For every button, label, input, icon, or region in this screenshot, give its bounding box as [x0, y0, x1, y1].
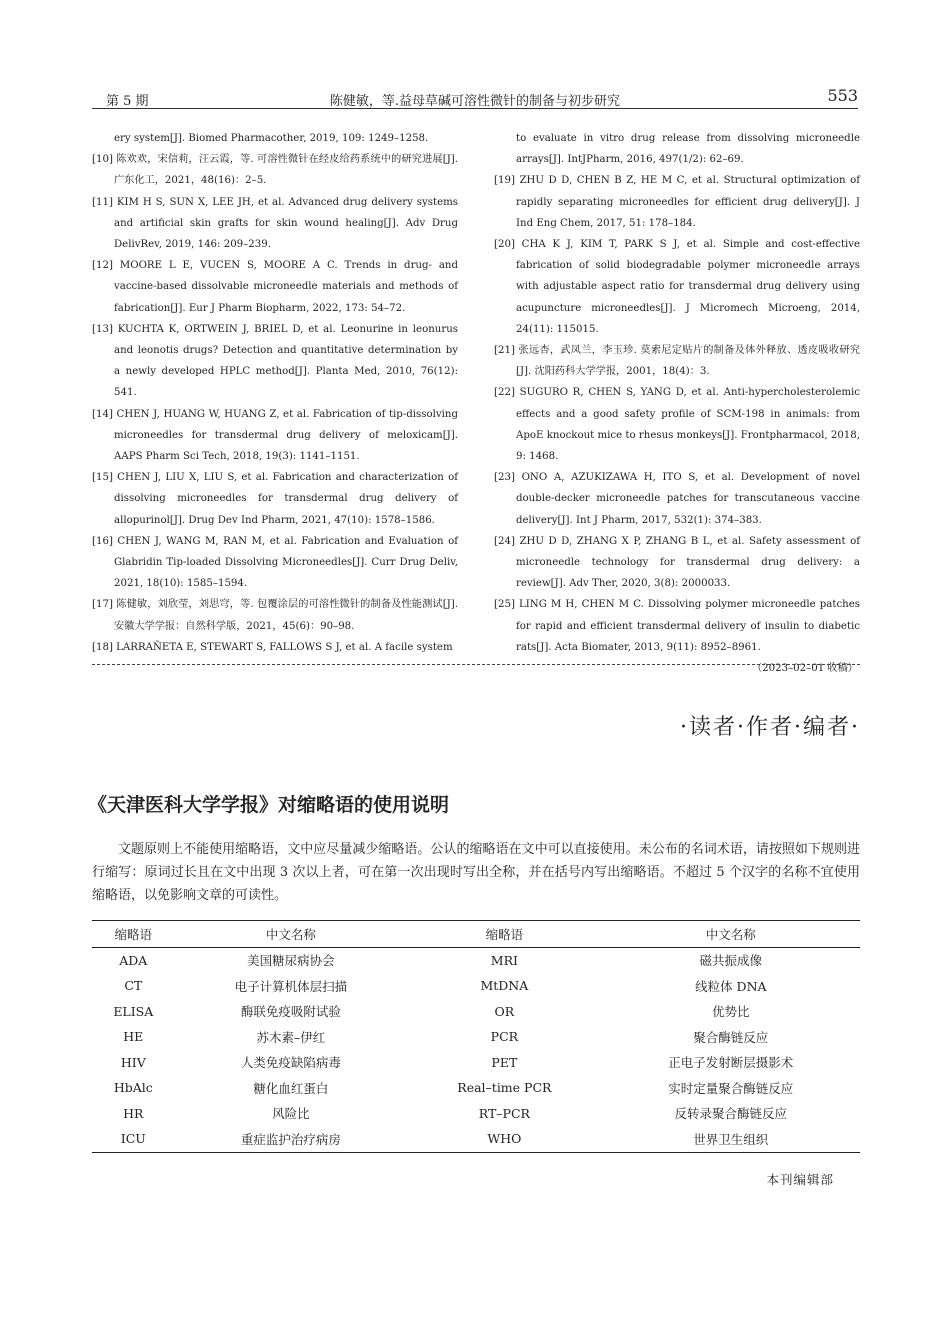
- reference-text: MOORE L E, VUCEN S, MOORE A C. Trends in drug- and vaccine-based dissolvable microneedle materials and methods of fabrication[J]. Eur J Pharm Biopharm, 2022, 173: 54–72.: [114, 260, 458, 314]
- abbreviation-cell: ELISA: [113, 1003, 154, 1019]
- abbreviation-cell: HIV: [120, 1054, 146, 1070]
- reference-text: SUGURO R, CHEN S, YANG D, et al. Anti-hypercholesterolemic effects and a good safety profile of SCM-198 in animals: from ApoE knockout mice to rhesus monkeys[J]. Frontpharmacol, 2018, 9: 1468.: [516, 387, 860, 463]
- abbreviation-cell: CT: [124, 978, 143, 994]
- abbreviation-cell: MtDNA: [480, 978, 529, 994]
- running-title: 陈健敏，等.益母草碱可溶性微针的制备与初步研究: [329, 94, 621, 109]
- column-header: 缩略语: [92, 921, 175, 948]
- reference-number: [24]: [494, 535, 515, 547]
- reference-item: [92, 255, 458, 319]
- editorial-signature: 本刊编辑部: [766, 1172, 834, 1187]
- reference-item: [494, 128, 860, 170]
- chinese-name-cell: 优势比: [712, 1004, 750, 1020]
- reference-text: KIM H S, SUN X, LEE JH, et al. Advanced drug delivery systems and artificial skin grafts for skin wound healing[J]. Adv Drug DelivRev, 2019, 146: 209–239.: [114, 196, 458, 251]
- reference-number: [16]: [92, 535, 113, 547]
- reference-number: [18]: [92, 641, 113, 653]
- reference-number: [21]: [494, 345, 515, 357]
- reference-number: [23]: [494, 472, 515, 484]
- reference-text: ZHU D D, CHEN B Z, HE M C, et al. Structural optimization of rapidly separating microneedles for efficient drug delivery[J]. J Ind Eng Chem, 2017, 51: 178–184.: [516, 175, 860, 229]
- reference-item: [92, 467, 458, 531]
- table-row: [92, 947, 860, 973]
- reference-text: CHEN J, WANG M, RAN M, et al. Fabrication and Evaluation of Glabridin Tip-loaded Dissolving Microneedles[J]. Curr Drug Deliv, 2021, 18(10): 1585–1594.: [114, 535, 458, 590]
- reference-number: [12]: [92, 260, 113, 272]
- reference-item: [92, 192, 458, 256]
- references-right-column: [494, 128, 860, 679]
- table-row: [92, 1075, 860, 1101]
- table-row: [92, 1050, 860, 1076]
- reference-text: LARRAÑETA E, STEWART S, FALLOWS S J, et al. A facile system: [116, 641, 453, 653]
- reference-number: [10]: [92, 154, 113, 166]
- reference-text: CHEN J, LIU X, LIU S, et al. Fabrication and characterization of dissolving microneedles for transdermal drug delivery of allopurinol[J]. Drug Dev Ind Pharm, 2021, 47(10): 1578–1586.: [114, 472, 458, 526]
- reference-number: [11]: [92, 196, 113, 208]
- reference-item: [494, 170, 860, 234]
- chinese-name-cell: 聚合酶链反应: [693, 1029, 769, 1045]
- column-header: 中文名称: [175, 921, 408, 948]
- reference-item: [494, 340, 860, 382]
- chinese-name-cell: 电子计算机体层扫描: [234, 978, 348, 994]
- reference-number: [13]: [92, 323, 113, 335]
- chinese-name-cell: 实时定量聚合酶链反应: [668, 1080, 794, 1096]
- chinese-name-cell: 反转录聚合酶链反应: [674, 1106, 788, 1122]
- abbreviation-cell: Real–time PCR: [457, 1080, 552, 1096]
- reference-number: [20]: [494, 239, 515, 251]
- table-row: [92, 1101, 860, 1127]
- reference-number: [25]: [494, 599, 515, 611]
- abbreviation-cell: HE: [123, 1029, 144, 1045]
- chinese-name-cell: 糖化血红蛋白: [253, 1080, 329, 1096]
- abbreviation-cell: RT–PCR: [478, 1105, 530, 1121]
- reference-number: [17]: [92, 599, 113, 611]
- column-header: 中文名称: [602, 921, 860, 948]
- reference-item: [92, 637, 458, 658]
- table-header-row: [92, 921, 860, 948]
- reference-text: KUCHTA K, ORTWEIN J, BRIEL D, et al. Leonurine in leonurus and leonotis drugs? Detection and quantitative determination by a newly developed HPLC method[J]. Planta Med, 2010, 76(12): 541.: [114, 323, 458, 399]
- reference-number: [15]: [92, 472, 113, 484]
- section-divider: [92, 664, 860, 665]
- reference-text: ery system[J]. Biomed Pharmacother, 2019, 109: 1249–1258.: [114, 133, 429, 144]
- chinese-name-cell: 美国糖尿病协会: [247, 953, 335, 969]
- abbreviation-table-body: [92, 947, 860, 1152]
- reference-item: [92, 149, 458, 191]
- abbreviation-cell: HR: [123, 1105, 144, 1121]
- abbreviation-cell: WHO: [407, 1126, 602, 1152]
- references-left-column: [92, 128, 458, 658]
- reference-text: 陈健敏，刘欣莹，刘思穹，等. 包覆涂层的可溶性微针的制备及性能测试[J]. 安徽大学学报：自然科学版，2021，45(6)：90–98.: [114, 599, 458, 632]
- reference-text: CHEN J, HUANG W, HUANG Z, et al. Fabrication of tip-dissolving microneedles for transdermal drug delivery of meloxicam[J]. AAPS Pharm Sci Tech, 2018, 19(3): 1141–1151.: [114, 408, 458, 463]
- reference-item: [92, 128, 458, 149]
- reference-text: 陈欢欢，宋信莉，汪云霞，等. 可溶性微针在经皮给药系统中的研究进展[J]. 广东化工，2021，48(16)：2–5.: [114, 154, 458, 187]
- reference-item: [494, 531, 860, 595]
- chinese-name-cell: 世界卫生组织: [602, 1126, 860, 1152]
- table-row: [92, 973, 860, 999]
- issue-number: 第 5 期: [106, 94, 149, 109]
- chinese-name-cell: 正电子发射断层摄影术: [668, 1055, 794, 1071]
- reference-text: ONO A, AZUKIZAWA H, ITO S, et al. Development of novel double-decker microneedle patches for transcutaneous vaccine delivery[J]. Int J Pharm, 2017, 532(1): 374–383.: [516, 472, 860, 526]
- reference-text: 张远杏，武凤兰，李玉珍. 莫索尼定贴片的制备及体外释放、透皮吸收研究[J]. 沈阳药科大学学报，2001，18(4)：3.: [516, 345, 860, 378]
- page-number: 553: [827, 86, 858, 105]
- reference-number: [19]: [494, 175, 515, 187]
- section-label: ·读者·作者·编者·: [680, 715, 860, 740]
- abbreviation-cell: ICU: [92, 1126, 175, 1152]
- table-row: [92, 1024, 860, 1050]
- received-date: （2023–02–01 收稿）: [751, 663, 858, 675]
- reference-number: [22]: [494, 387, 515, 399]
- reference-item: [494, 467, 860, 531]
- reference-number: [14]: [92, 408, 113, 420]
- abbreviation-table: [92, 920, 860, 1153]
- chinese-name-cell: 线粒体 DNA: [695, 978, 767, 994]
- reference-item: [92, 594, 458, 636]
- reference-item: [92, 531, 458, 595]
- reference-item: [92, 404, 458, 468]
- chinese-name-cell: 磁共振成像: [699, 953, 763, 969]
- reference-text: LING M H, CHEN M C. Dissolving polymer microneedle patches for rapid and efficient transdermal delivery of insulin to diabetic rats[J]. Acta Biomater, 2013, 9(11): 8952–8961.: [516, 599, 860, 653]
- table-row: [92, 999, 860, 1025]
- reference-text: to evaluate in vitro drug release from dissolving microneedle arrays[J]. IntJPharm, 2016, 497(1/2): 62–69.: [516, 133, 860, 166]
- reference-item: [494, 594, 860, 658]
- reference-text: CHA K J, KIM T, PARK S J, et al. Simple and cost-effective fabrication of solid biodegradable polymer microneedle arrays with adjustable aspect ratio for transdermal drug delivery using acupuncture microneedles[J]. J Micromech Microeng, 2014, 24(11): 115015.: [516, 239, 860, 335]
- reference-item: [494, 382, 860, 467]
- chinese-name-cell: 人类免疫缺陷病毒: [240, 1055, 341, 1071]
- table-row: [92, 1126, 860, 1152]
- abbreviation-cell: PET: [491, 1054, 518, 1070]
- reference-item: [494, 234, 860, 340]
- abbreviation-cell: MRI: [490, 952, 518, 968]
- running-header: [92, 86, 858, 109]
- abbreviation-cell: OR: [494, 1003, 515, 1019]
- reference-text: ZHU D D, ZHANG X P, ZHANG B L, et al. Safety assessment of microneedle technology for transdermal drug delivery: a review[J]. Adv Ther, 2020, 3(8): 2000033.: [516, 535, 860, 590]
- reference-item: [92, 319, 458, 404]
- notice-body: 文题原则上不能使用缩略语，文中应尽量减少缩略语。公认的缩略语在文中可以直接使用。未公布的名词术语，请按照如下规则进行缩写：原词过长且在文中出现 3 次以上者，可在第一次出现时写出全称，并在括号内写出缩略语。不超过 5 个汉字的名称不宜使用缩略语，以免影响文章的可读性。: [92, 842, 860, 903]
- abbreviation-cell: HbAlc: [113, 1080, 153, 1096]
- chinese-name-cell: 酶联免疫吸附试验: [240, 1004, 341, 1020]
- references-right-list: [494, 128, 860, 658]
- abbreviation-cell: ADA: [119, 952, 148, 968]
- chinese-name-cell: 苏木素–伊红: [256, 1029, 326, 1045]
- column-header: 缩略语: [407, 921, 602, 948]
- chinese-name-cell: 重症监护治疗病房: [175, 1126, 408, 1152]
- chinese-name-cell: 风险比: [272, 1106, 310, 1122]
- abbreviation-cell: PCR: [490, 1029, 519, 1045]
- notice-title: 《天津医科大学学报》对缩略语的使用说明: [88, 794, 450, 816]
